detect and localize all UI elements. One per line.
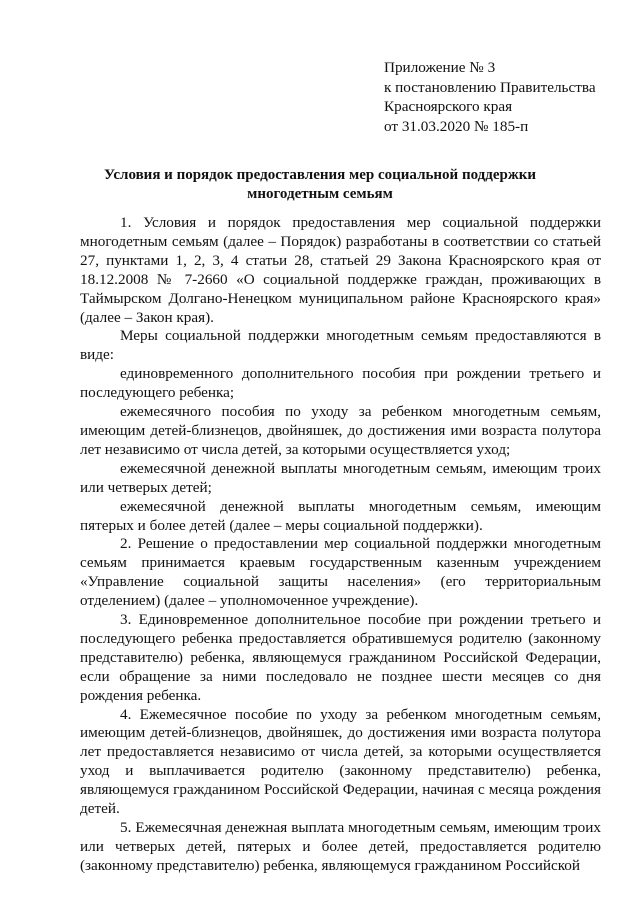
paragraph: единовременного дополнительного пособия при рождении третьего и последующего ребенка;: [80, 365, 601, 402]
appendix-region: Красноярского края: [384, 98, 513, 115]
title-line-2: многодетным семьям: [247, 186, 393, 202]
paragraph: 5. Ежемесячная денежная выплата многодетным семьям, имеющим троих или четверых детей, пятерых и более детей, предоставляется родителю (законному представителю) ребенка, являющемуся гражданином Российской: [80, 819, 601, 874]
paragraph: ежемесячного пособия по уходу за ребенком многодетным семьям, имеющим детей-близнецов, двойняшек, до достижения ими возраста полутора лет независимо от числа детей, за которыми осуществляется уход;: [80, 403, 601, 458]
appendix-number: Приложение № 3: [384, 59, 496, 76]
document-body: [80, 214, 601, 876]
paragraph: Меры социальной поддержки многодетным семьям предоставляются в виде:: [80, 327, 601, 364]
paragraph: 4. Ежемесячное пособие по уходу за ребенком многодетным семьям, имеющим детей-близнецов, двойняшек, до достижения ими возраста полутора лет предоставляется независимо от числа детей, за которыми осуществляется уход и выплачивается родителю (законному представителю) ребенка, являющемуся гражданином Российской Федерации, начиная с месяца рождения детей.: [80, 705, 601, 818]
appendix-resolution: к постановлению Правительства: [384, 78, 596, 96]
paragraph: 3. Единовременное дополнительное пособие при рождении третьего и последующего ребенка предоставляется обратившемуся родителю (законному представителю) ребенка, являющемуся гражданином Российской Федерации, если обращение за ними последовало не позднее шести месяцев со дня рождения ребенка.: [80, 611, 601, 704]
appendix-date: от 31.03.2020 № 185-п: [384, 117, 529, 135]
paragraph: 1. Условия и порядок предоставления мер социальной поддержки многодетным семьям (далее – Порядок) разработаны в соответствии со статьей 27, пунктами 1, 2, 3, 4 статьи 28, статьей 29 Закона Красноярского края от 18.12.2008 № 7-2660 «О социальной поддержке граждан, проживающих в Таймырском Долгано-Ненецком муниципальном районе Красноярского края» (далее – Закон края).: [80, 214, 601, 326]
paragraph: 2. Решение о предоставлении мер социальной поддержки многодетным семьям принимается краевым государственным казенным учреждением «Управление социальной защиты населения» (его территориальным отделением) (далее – уполномоченное учреждение).: [80, 535, 601, 610]
document-title: [80, 166, 560, 204]
paragraph: ежемесячной денежной выплаты многодетным семьям, имеющим пятерых и более детей (далее – меры социальной поддержки).: [80, 497, 601, 534]
appendix-header: [384, 58, 596, 136]
title-line-1: Условия и порядок предоставления мер социальной поддержки: [103, 167, 536, 183]
paragraph: ежемесячной денежной выплаты многодетным семьям, имеющим троих или четверых детей;: [80, 459, 601, 496]
